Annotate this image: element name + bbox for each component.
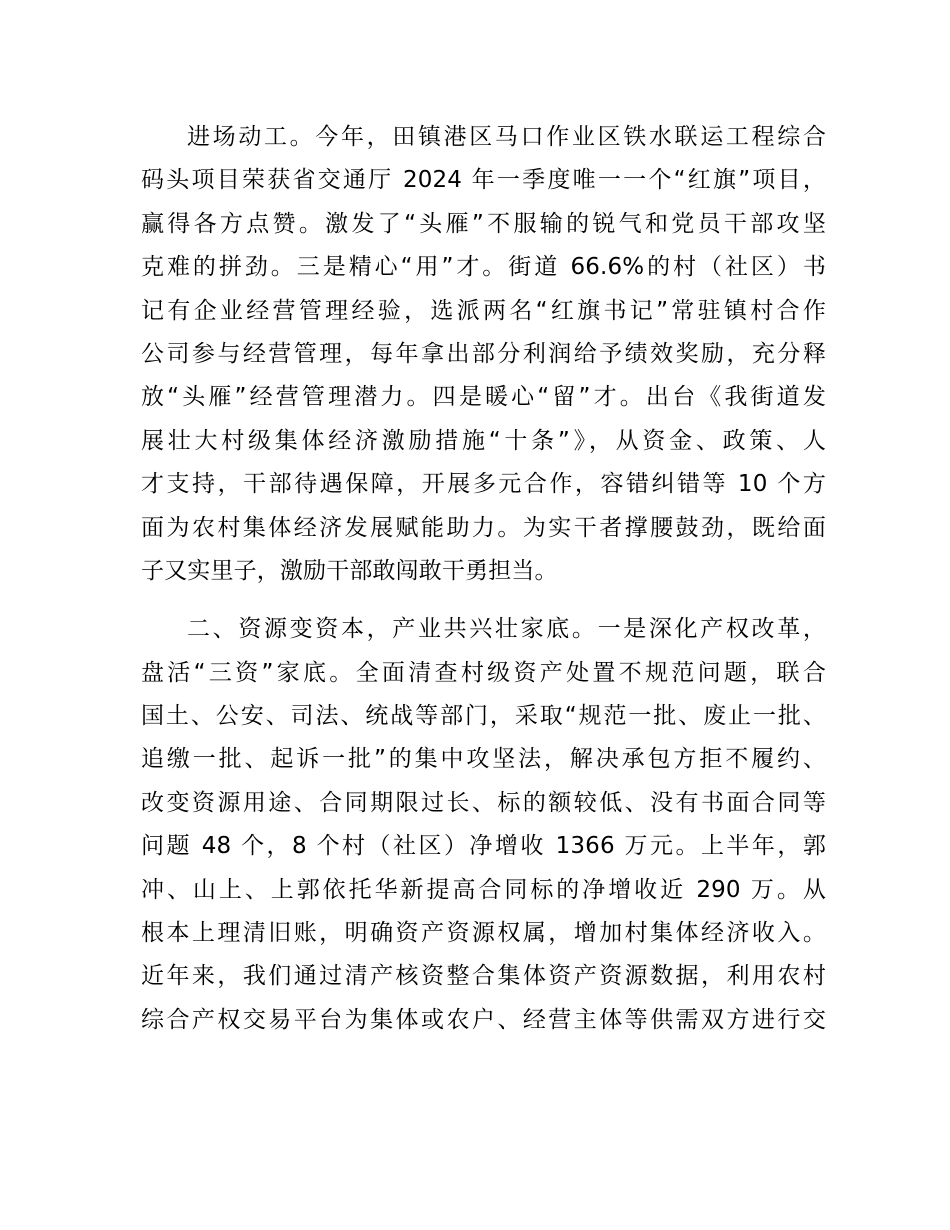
paragraph-line: 追缴一批、起诉一批”的集中攻坚法，解决承包方拒不履约、 — [141, 746, 826, 773]
paragraph-line: 码头项目荣获省交通厅 2024 年一季度唯一一个“红旗”项目， — [141, 167, 826, 194]
paragraph-line: 展壮大村级集体经济激励措施“十条”》，从资金、政策、人 — [141, 427, 826, 454]
paragraph-line: 盘活“三资”家底。全面清查村级资产处置不规范问题，联合 — [141, 659, 826, 686]
paragraph-spacer — [141, 593, 826, 608]
paragraph-line: 才支持，干部待遇保障，开展多元合作，容错纠错等 10 个方 — [141, 471, 826, 498]
paragraph-line: 子又实里子，激励干部敢闯敢干勇担当。 — [141, 557, 558, 584]
paragraph-line: 问题 48 个，8 个村（社区）净增收 1366 万元。上半年，郭 — [141, 833, 826, 860]
paragraph-line: 克难的拼劲。三是精心“用”才。街道 66.6%的村（社区）书 — [141, 254, 826, 281]
paragraph-line: 根本上理清旧账，明确资产资源权属，增加村集体经济收入。 — [141, 920, 826, 947]
paragraph-line: 进场动工。今年，田镇港区马口作业区铁水联运工程综合 — [187, 124, 826, 150]
paragraph-1 — [141, 116, 826, 593]
paragraph-2 — [141, 608, 826, 1042]
paragraph-line: 国土、公安、司法、统战等部门，采取“规范一批、废止一批、 — [141, 703, 826, 730]
body-text — [141, 116, 826, 1042]
paragraph-line: 改变资源用途、合同期限过长、标的额较低、没有书面合同等 — [141, 789, 826, 816]
paragraph-line: 赢得各方点赞。激发了“头雁”不服输的锐气和党员干部攻坚 — [141, 210, 826, 237]
paragraph-line: 二、资源变资本，产业共兴壮家底。一是深化产权改革， — [187, 616, 826, 643]
paragraph-line: 记有企业经营管理经验，选派两名“红旗书记”常驻镇村合作 — [141, 297, 826, 324]
paragraph-line: 冲、山上、上郭依托华新提高合同标的净增收近 290 万。从 — [141, 876, 826, 903]
paragraph-line: 公司参与经营管理，每年拿出部分利润给予绩效奖励，充分释 — [141, 340, 826, 367]
paragraph-line: 综合产权交易平台为集体或农户、经营主体等供需双方进行交 — [141, 1006, 826, 1033]
paragraph-line: 近年来，我们通过清产核资整合集体资产资源数据，利用农村 — [141, 963, 826, 990]
paragraph-line: 放“头雁”经营管理潜力。四是暖心“留”才。出台《我街道发 — [141, 384, 826, 411]
paragraph-line: 面为农村集体经济发展赋能助力。为实干者撑腰鼓劲，既给面 — [141, 514, 826, 541]
